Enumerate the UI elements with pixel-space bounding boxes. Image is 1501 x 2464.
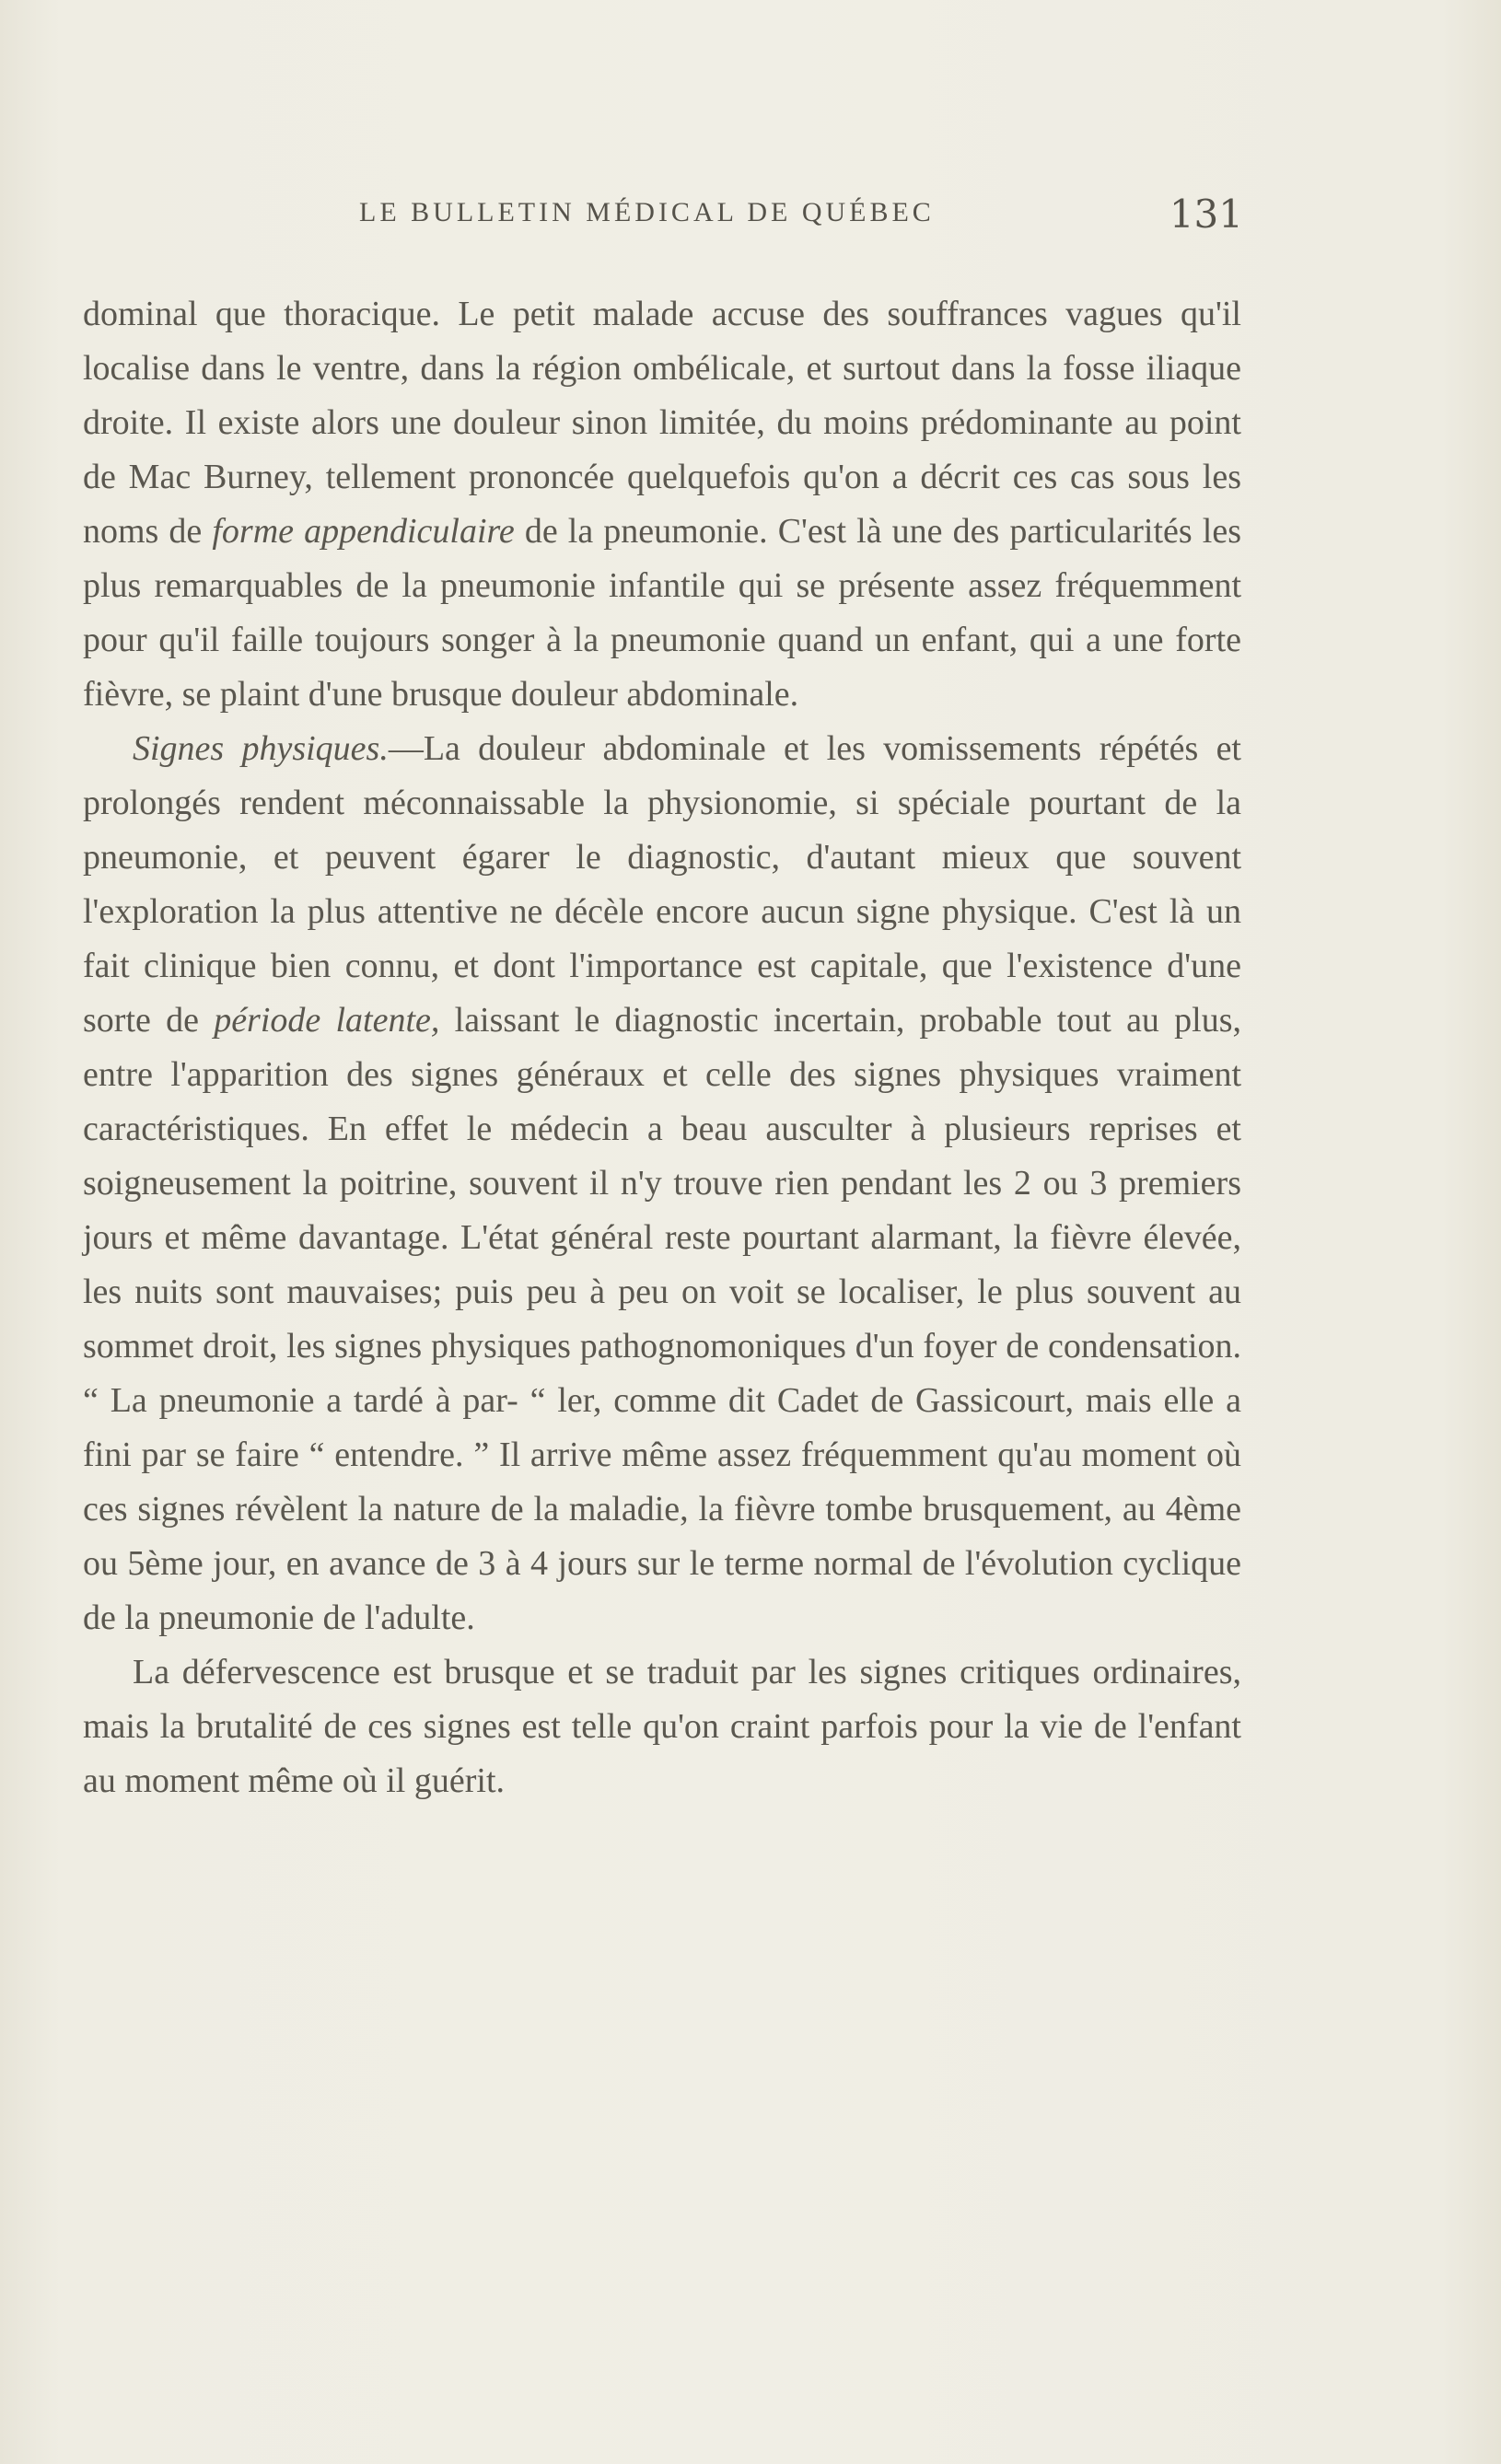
text-segment: —La douleur abdominale et les vomissements répétés et prolongés rendent méconnaissable la physionomie, si spéciale pourtant de la pneumonie, et peuvent égarer le diagnostic, d'autant mieux que souvent l'exploration la plus attentive ne décèle encore aucun signe physique. C'est là un fait clinique bien connu, et dont l'importance est capitale, que l'existence d'une sorte de bbox=[83, 729, 1241, 1040]
text-segment: dominal que thoracique. Le petit malade accuse des souffrances vagues qu'il localise dans le ventre, dans la région ombélicale, et surtout dans la fosse iliaque droite. Il existe alors une douleur sinon limitée, du moins prédominante au point de Mac Burney, tellement prononcée quelquefois qu'on a décrit ces cas sous les noms de bbox=[83, 295, 1241, 551]
page-number: 131 bbox=[1169, 192, 1243, 237]
text-segment: de la pneumonie. C'est là une des particularités les plus remarquables de la pneumonie infantile qui se présente assez fréquemment pour qu'il faille toujours songer à la pneumonie quand un enfant, qui a une forte fièvre, se plaint d'une brusque douleur abdominale. bbox=[83, 512, 1241, 714]
paragraph-1 bbox=[83, 287, 1241, 722]
section-heading-signes-physiques: Signes physiques. bbox=[133, 729, 389, 768]
text-segment: La défervescence est brusque et se traduit par les signes critiques ordinaires, mais la brutalité de ces signes est telle qu'on craint parfois pour la vie de l'enfant au moment même où il guérit. bbox=[83, 1653, 1241, 1800]
running-title: LE BULLETIN MÉDICAL DE QUÉBEC bbox=[359, 197, 935, 227]
italic-term-periode-latente: période latente, bbox=[214, 1001, 440, 1040]
body-text bbox=[83, 287, 1241, 1808]
text-segment: laissant le diagnostic incertain, probable tout au plus, entre l'apparition des signes généraux et celle des signes physiques vraiment caractéristiques. En effet le médecin a beau ausculter à plusieurs reprises et soigneusement la poitrine, souvent il n'y trouve rien pendant les 2 ou 3 premiers jours et même davantage. L'état général reste pourtant alarmant, la fièvre élevée, les nuits sont mauvaises; puis peu à peu on voit se localiser, le plus souvent au sommet droit, les signes physiques pathognomoniques d'un foyer de condensation. “ La pneumonie a tardé à par- “ ler, comme dit Cadet de Gassicourt, mais elle a fini par se faire “ entendre. ” Il arrive même assez fréquemment qu'au moment où ces signes révèlent la nature de la maladie, la fièvre tombe brusquement, au 4ème ou 5ème jour, en avance de 3 à 4 jours sur le terme normal de l'évolution cyclique de la pneumonie de l'adulte. bbox=[83, 1001, 1242, 1637]
italic-term-forme-appendiculaire: forme appendiculaire bbox=[212, 512, 515, 551]
paragraph-3 bbox=[83, 1645, 1241, 1808]
page-header bbox=[83, 192, 1243, 243]
paragraph-2 bbox=[83, 722, 1241, 1645]
